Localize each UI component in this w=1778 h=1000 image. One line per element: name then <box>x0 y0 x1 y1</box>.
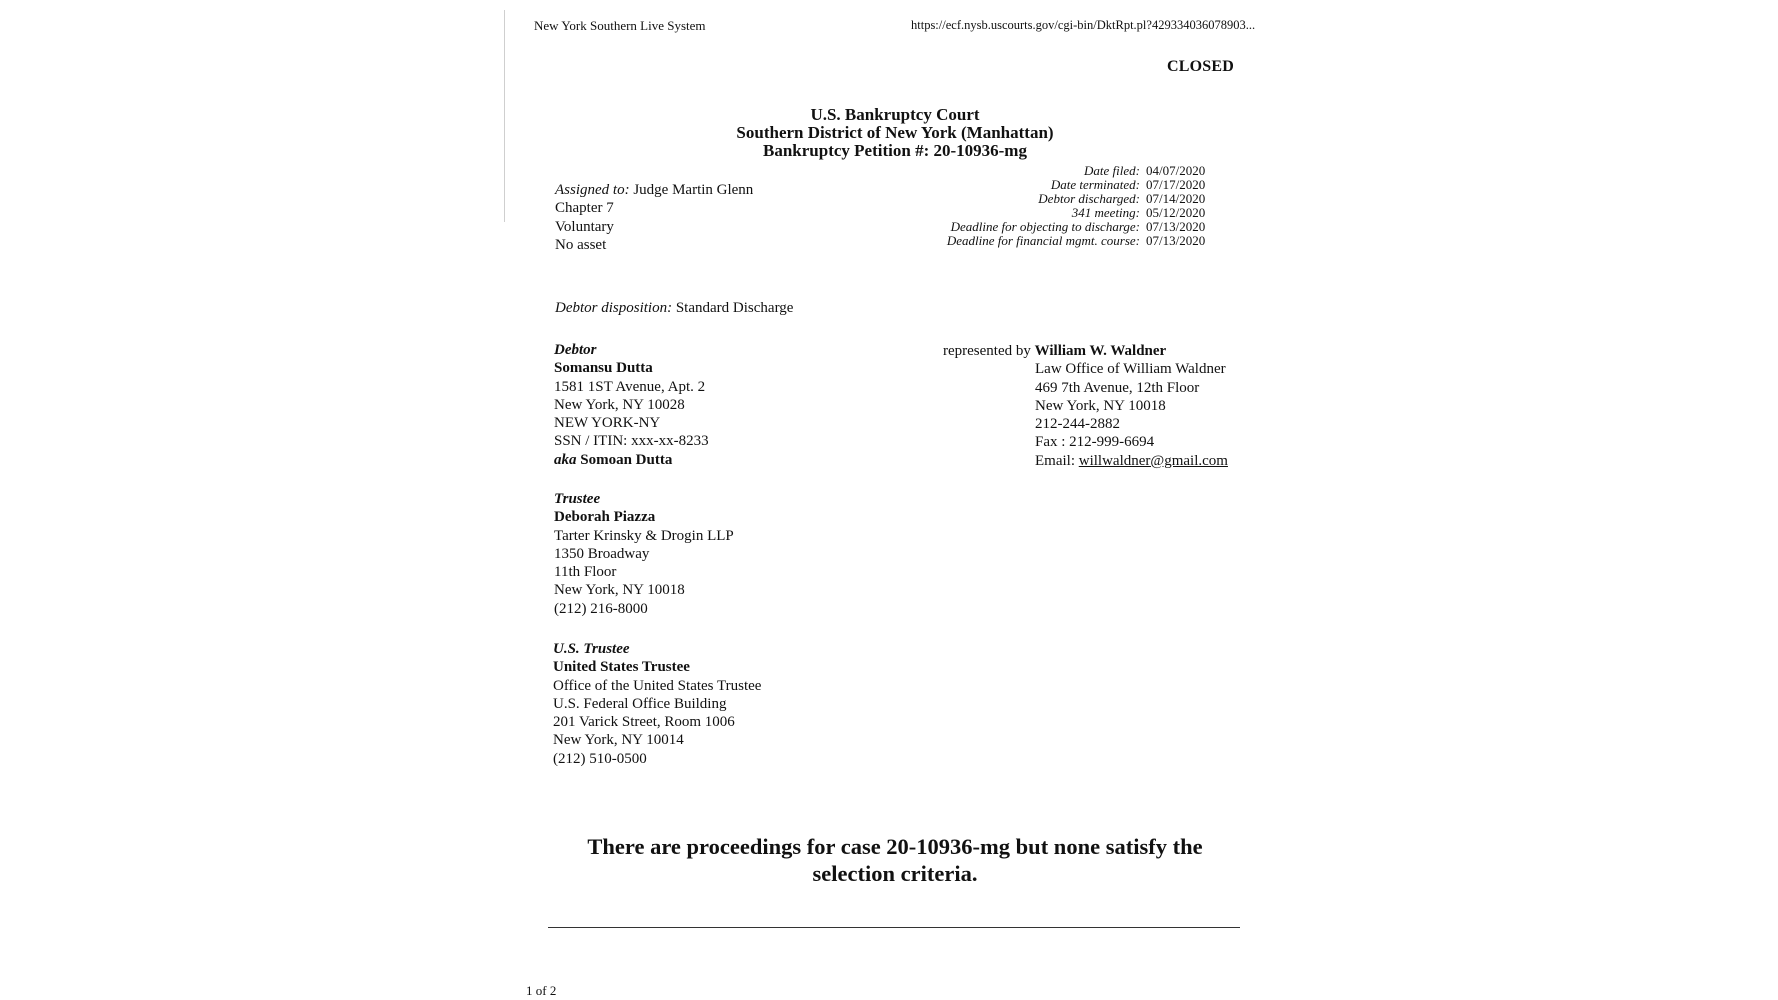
us-trustee-phone: (212) 510-0500 <box>553 750 647 767</box>
attorney-block <box>943 342 1228 470</box>
debtor-role: Debtor <box>554 342 597 358</box>
trustee-firm: Tarter Krinsky & Drogin LLP <box>554 527 734 544</box>
proceedings-line1: There are proceedings for case 20-10936-mg but none satisfy the <box>587 834 1203 859</box>
debtor-name: Somansu Dutta <box>554 360 653 377</box>
us-trustee-block <box>553 640 761 768</box>
debtor-disposition <box>555 300 793 317</box>
proceedings-line2: selection criteria. <box>812 861 978 886</box>
email-label: Email: <box>1035 452 1075 469</box>
debtor-address1: 1581 1ST Avenue, Apt. 2 <box>554 378 706 395</box>
horizontal-divider <box>548 927 1240 928</box>
date-label: Deadline for financial mgmt. course: <box>946 233 1140 248</box>
date-row <box>874 192 1264 206</box>
case-info <box>555 181 753 254</box>
attorney-address2: New York, NY 10018 <box>1035 397 1166 414</box>
disposition-value: Standard Discharge <box>675 300 794 316</box>
trustee-role: Trustee <box>554 491 601 507</box>
us-trustee-role: U.S. Trustee <box>553 641 630 657</box>
trustee-phone: (212) 216-8000 <box>554 600 648 617</box>
system-name: New York Southern Live System <box>534 18 706 33</box>
attorney-phone: 212-244-2882 <box>1035 416 1120 433</box>
date-label: Deadline for objecting to discharge: <box>950 219 1140 234</box>
date-value: 05/12/2020 <box>1146 205 1206 220</box>
debtor-block <box>554 341 709 469</box>
date-label: Date terminated: <box>1050 177 1140 192</box>
trustee-address2: 11th Floor <box>554 564 617 581</box>
date-row <box>874 164 1264 178</box>
date-label: 341 meeting: <box>1071 205 1140 220</box>
date-row <box>874 206 1264 220</box>
date-label: Debtor discharged: <box>1038 191 1140 206</box>
trustee-block <box>554 490 734 618</box>
court-title <box>504 106 1286 160</box>
attorney-fax: Fax : 212-999-6694 <box>1035 434 1155 451</box>
proceedings-notice <box>504 833 1286 887</box>
petition-number: Bankruptcy Petition #: 20-10936-mg <box>763 141 1027 160</box>
aka-label: aka <box>554 451 577 468</box>
trustee-address3: New York, NY 10018 <box>554 582 685 599</box>
attorney-address1: 469 7th Avenue, 12th Floor <box>1035 379 1200 396</box>
page-number: 1 of 2 <box>526 983 557 998</box>
debtor-ssn: SSN / ITIN: xxx-xx-8233 <box>554 433 709 450</box>
us-trustee-building: U.S. Federal Office Building <box>553 695 727 712</box>
date-row <box>874 178 1264 192</box>
date-row <box>874 234 1264 248</box>
represented-by-label: represented by <box>943 343 1031 359</box>
date-value: 07/17/2020 <box>1146 177 1206 192</box>
date-value: 07/13/2020 <box>1146 219 1206 234</box>
us-trustee-office: Office of the United States Trustee <box>553 677 762 694</box>
case-asset: No asset <box>555 236 607 253</box>
attorney-name: William W. Waldner <box>1034 343 1167 359</box>
court-district: Southern District of New York (Manhattan) <box>736 123 1054 142</box>
trustee-address1: 1350 Broadway <box>554 545 650 562</box>
aka-name: Somoan Dutta <box>580 451 673 468</box>
court-name: U.S. Bankruptcy Court <box>810 105 980 124</box>
page-url: https://ecf.nysb.uscourts.gov/cgi-bin/DktRpt.pl?429334036078903... <box>911 18 1256 32</box>
disposition-label: Debtor disposition: <box>555 300 673 316</box>
case-dates <box>874 164 1264 248</box>
docket-page <box>504 10 1294 998</box>
date-value: 07/14/2020 <box>1146 191 1206 206</box>
us-trustee-name: United States Trustee <box>553 659 690 676</box>
date-row <box>874 220 1264 234</box>
assigned-judge: Judge Martin Glenn <box>633 182 754 198</box>
date-value: 07/13/2020 <box>1146 233 1206 248</box>
date-label: Date filed: <box>1084 163 1140 178</box>
trustee-name: Deborah Piazza <box>554 509 656 526</box>
date-value: 04/07/2020 <box>1146 163 1206 178</box>
attorney-email-link[interactable]: willwaldner@gmail.com <box>1078 452 1228 469</box>
case-status: CLOSED <box>1167 58 1234 75</box>
us-trustee-address2: New York, NY 10014 <box>553 732 684 749</box>
attorney-firm: Law Office of William Waldner <box>1035 361 1226 378</box>
debtor-address2: New York, NY 10028 <box>554 396 685 413</box>
us-trustee-address1: 201 Varick Street, Room 1006 <box>553 714 735 731</box>
debtor-county: NEW YORK-NY <box>554 415 661 432</box>
case-chapter: Chapter 7 <box>555 200 614 217</box>
case-type: Voluntary <box>555 218 614 235</box>
assigned-label: Assigned to: <box>555 182 630 198</box>
